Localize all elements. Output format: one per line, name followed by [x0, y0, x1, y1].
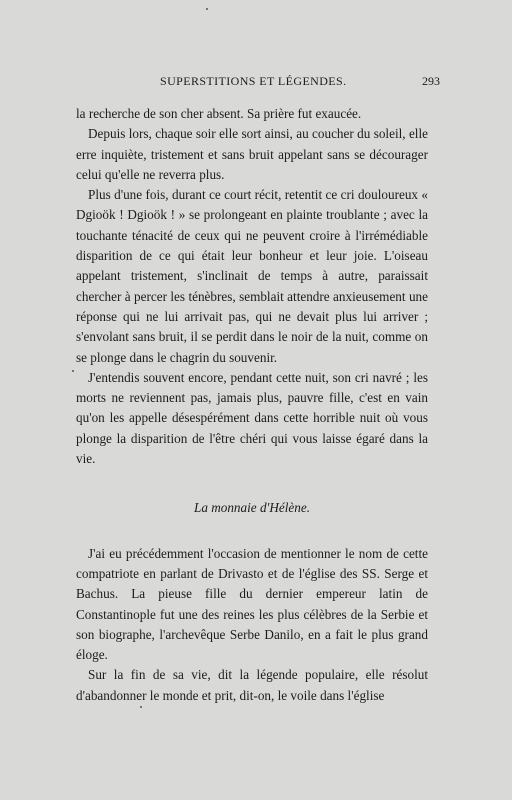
paper-speck: [72, 370, 74, 372]
paragraph: Depuis lors, chaque soir elle sort ainsi, au coucher du soleil, elle erre inquiète, tristement et sans bruit appelant sans se décourager celui qu'elle ne reverra plus.: [76, 126, 428, 182]
paragraph: la recherche de son cher absent. Sa prière fut exaucée.: [76, 106, 362, 121]
page-number: 293: [422, 74, 440, 88]
body-text: [76, 104, 428, 706]
paragraph: J'ai eu précédemment l'occasion de mentionner le nom de cette compatriote en parlant de Drivasto et de l'église des SS. Serge et Bachus. La pieuse fille du dernier empereur latin de Constantinople fut une des reines les plus célèbres de la Serbie et son biographe, l'archevêque Serbe Danilo, en a fait le plus grand éloge.: [76, 545, 428, 663]
paragraph: Sur la fin de sa vie, dit la légende populaire, elle résolut d'abandonner le monde et prit, dit-on, le voile dans l'église: [76, 667, 428, 703]
paragraph: J'entendis souvent encore, pendant cette nuit, son cri navré ; les morts ne reviennent pas, jamais plus, pauvre fille, c'est en vain qu'on les appelle désespérément dans cette horrible nuit où vous plonge la disparition de l'être chéri qui vous laisse égaré dans la vie.: [76, 369, 428, 467]
running-head: [0, 74, 512, 90]
running-title: SUPERSTITIONS ET LÉGENDES.: [160, 74, 347, 88]
paragraph: Plus d'une fois, durant ce court récit, retentit ce cri douloureux « Dgioök ! Dgioök ! » se prolongeant en plainte troublante ; avec la touchante ténacité de ceux qui ne peuvent croire à l'irrémédiable disparition de ce qui était leur bonheur et leur joie. L'oiseau appelant tristement, s'inclinait de temps à autre, paraissait chercher à percer les ténèbres, semblait attendre anxieusement une réponse qui ne lui arrivait pas, qui ne devait plus lui arriver ; s'envolant sans bruit, il se perdit dans le noir de la nuit, comme on se plonge dans le chagrin du souvenir.: [76, 187, 428, 365]
section-title: La monnaie d'Hélène.: [194, 500, 310, 516]
paper-speck: [206, 8, 208, 10]
paper-speck: [140, 706, 142, 708]
